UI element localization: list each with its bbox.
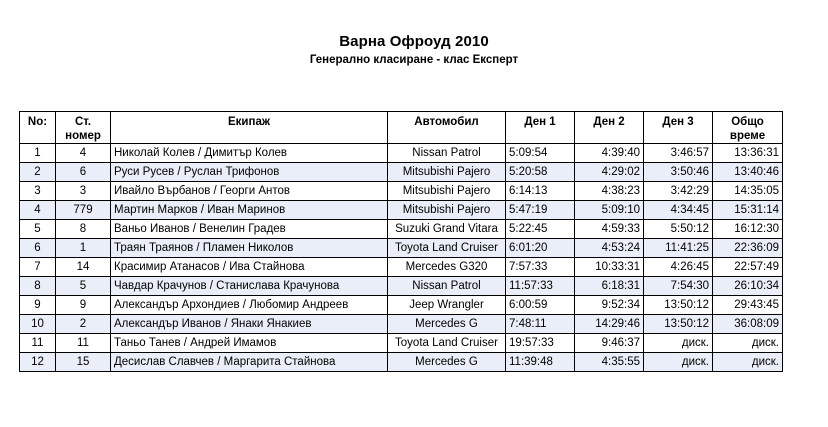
- cell-day2: 4:35:55: [575, 353, 644, 372]
- cell-no: 8: [20, 277, 56, 296]
- cell-day3: 11:41:25: [644, 239, 713, 258]
- col-header-total: [713, 112, 783, 144]
- cell-total: 29:43:45: [713, 296, 783, 315]
- cell-day1: 7:48:11: [506, 315, 575, 334]
- cell-day3: 3:46:57: [644, 144, 713, 163]
- cell-car: Suzuki Grand Vitara: [388, 220, 506, 239]
- col-header-day1: Ден 1: [506, 112, 575, 144]
- cell-day3: 13:50:12: [644, 315, 713, 334]
- cell-day2: 4:53:24: [575, 239, 644, 258]
- cell-day1: 6:00:59: [506, 296, 575, 315]
- cell-day3: 7:54:30: [644, 277, 713, 296]
- col-header-start-no-line2: номер: [65, 130, 101, 142]
- table-row: [20, 353, 783, 372]
- cell-total: 13:36:31: [713, 144, 783, 163]
- cell-car: Toyota Land Cruiser: [388, 334, 506, 353]
- cell-no: 12: [20, 353, 56, 372]
- cell-no: 5: [20, 220, 56, 239]
- cell-no: 3: [20, 182, 56, 201]
- cell-day2: 5:09:10: [575, 201, 644, 220]
- cell-day2: 4:39:40: [575, 144, 644, 163]
- cell-no: 4: [20, 201, 56, 220]
- cell-crew: Таньо Танев / Андрей Имамов: [111, 334, 388, 353]
- cell-crew: Николай Колев / Димитър Колев: [111, 144, 388, 163]
- col-header-total-line1: Общо: [731, 116, 764, 128]
- cell-start-no: 8: [56, 220, 111, 239]
- cell-day1: 19:57:33: [506, 334, 575, 353]
- cell-day3: 4:34:45: [644, 201, 713, 220]
- col-header-start-no: [56, 112, 111, 144]
- cell-day1: 7:57:33: [506, 258, 575, 277]
- col-header-car: Автомобил: [388, 112, 506, 144]
- col-header-start-no-line1: Ст.: [74, 116, 92, 128]
- cell-car: Mitsubishi Pajero: [388, 163, 506, 182]
- cell-start-no: 1: [56, 239, 111, 258]
- cell-start-no: 9: [56, 296, 111, 315]
- table-row: [20, 163, 783, 182]
- cell-day1: 5:47:19: [506, 201, 575, 220]
- table-row: [20, 296, 783, 315]
- cell-car: Toyota Land Cruiser: [388, 239, 506, 258]
- cell-day1: 6:01:20: [506, 239, 575, 258]
- cell-total: 22:57:49: [713, 258, 783, 277]
- cell-no: 6: [20, 239, 56, 258]
- table-row: [20, 239, 783, 258]
- cell-total: 26:10:34: [713, 277, 783, 296]
- cell-day3: 5:50:12: [644, 220, 713, 239]
- page-title: Варна Офроуд 2010: [339, 33, 489, 50]
- results-body: [20, 144, 783, 372]
- cell-crew: Руси Русев / Руслан Трифонов: [111, 163, 388, 182]
- cell-crew: Ивайло Върбанов / Георги Антов: [111, 182, 388, 201]
- cell-total: диск.: [713, 334, 783, 353]
- cell-day2: 14:29:46: [575, 315, 644, 334]
- cell-day2: 6:18:31: [575, 277, 644, 296]
- cell-day3: 4:26:45: [644, 258, 713, 277]
- table-row: [20, 277, 783, 296]
- cell-day2: 4:38:23: [575, 182, 644, 201]
- cell-crew: Красимир Атанасов / Ива Стайнова: [111, 258, 388, 277]
- cell-day3: 3:42:29: [644, 182, 713, 201]
- cell-crew: Десислав Славчев / Маргарита Стайнова: [111, 353, 388, 372]
- table-row: [20, 182, 783, 201]
- cell-day2: 4:29:02: [575, 163, 644, 182]
- cell-total: диск.: [713, 353, 783, 372]
- cell-day1: 5:20:58: [506, 163, 575, 182]
- cell-start-no: 11: [56, 334, 111, 353]
- table-row: [20, 334, 783, 353]
- cell-crew: Мартин Марков / Иван Маринов: [111, 201, 388, 220]
- cell-car: Mercedes G: [388, 353, 506, 372]
- cell-car: Jeep Wrangler: [388, 296, 506, 315]
- cell-car: Nissan Patrol: [388, 277, 506, 296]
- cell-start-no: 3: [56, 182, 111, 201]
- cell-day2: 9:46:37: [575, 334, 644, 353]
- table-row: [20, 201, 783, 220]
- cell-total: 22:36:09: [713, 239, 783, 258]
- cell-start-no: 4: [56, 144, 111, 163]
- cell-day1: 6:14:13: [506, 182, 575, 201]
- cell-no: 1: [20, 144, 56, 163]
- cell-car: Mitsubishi Pajero: [388, 182, 506, 201]
- cell-start-no: 14: [56, 258, 111, 277]
- cell-car: Nissan Patrol: [388, 144, 506, 163]
- col-header-no: No:: [20, 112, 56, 144]
- cell-total: 15:31:14: [713, 201, 783, 220]
- cell-crew: Ваньо Иванов / Венелин Градев: [111, 220, 388, 239]
- cell-day3: диск.: [644, 353, 713, 372]
- cell-no: 10: [20, 315, 56, 334]
- page-subtitle: Генерално класиране - клас Експерт: [309, 54, 519, 66]
- cell-crew: Александър Архондиев / Любомир Андреев: [111, 296, 388, 315]
- cell-day2: 9:52:34: [575, 296, 644, 315]
- cell-day1: 11:39:48: [506, 353, 575, 372]
- table-row: [20, 315, 783, 334]
- cell-car: Mercedes G: [388, 315, 506, 334]
- cell-day2: 10:33:31: [575, 258, 644, 277]
- cell-total: 13:40:46: [713, 163, 783, 182]
- cell-car: Mercedes G320: [388, 258, 506, 277]
- cell-no: 2: [20, 163, 56, 182]
- cell-day1: 5:09:54: [506, 144, 575, 163]
- cell-day3: 13:50:12: [644, 296, 713, 315]
- cell-no: 11: [20, 334, 56, 353]
- cell-start-no: 2: [56, 315, 111, 334]
- table-row: [20, 258, 783, 277]
- cell-start-no: 779: [56, 201, 111, 220]
- header-row: [20, 112, 783, 144]
- col-header-crew: Екипаж: [111, 112, 388, 144]
- table-row: [20, 220, 783, 239]
- cell-day3: 3:50:46: [644, 163, 713, 182]
- cell-car: Mitsubishi Pajero: [388, 201, 506, 220]
- cell-day3: диск.: [644, 334, 713, 353]
- table-row: [20, 144, 783, 163]
- cell-start-no: 5: [56, 277, 111, 296]
- cell-day2: 4:59:33: [575, 220, 644, 239]
- col-header-day3: Ден 3: [644, 112, 713, 144]
- cell-total: 36:08:09: [713, 315, 783, 334]
- cell-day1: 11:57:33: [506, 277, 575, 296]
- col-header-day2: Ден 2: [575, 112, 644, 144]
- cell-crew: Чавдар Крачунов / Станислава Крачунова: [111, 277, 388, 296]
- cell-day1: 5:22:45: [506, 220, 575, 239]
- cell-start-no: 15: [56, 353, 111, 372]
- cell-total: 16:12:30: [713, 220, 783, 239]
- results-table: [19, 111, 783, 372]
- col-header-total-line2: време: [729, 130, 766, 142]
- cell-total: 14:35:05: [713, 182, 783, 201]
- cell-start-no: 6: [56, 163, 111, 182]
- cell-crew: Траян Траянов / Пламен Николов: [111, 239, 388, 258]
- cell-no: 7: [20, 258, 56, 277]
- cell-crew: Александър Иванов / Янаки Янакиев: [111, 315, 388, 334]
- cell-no: 9: [20, 296, 56, 315]
